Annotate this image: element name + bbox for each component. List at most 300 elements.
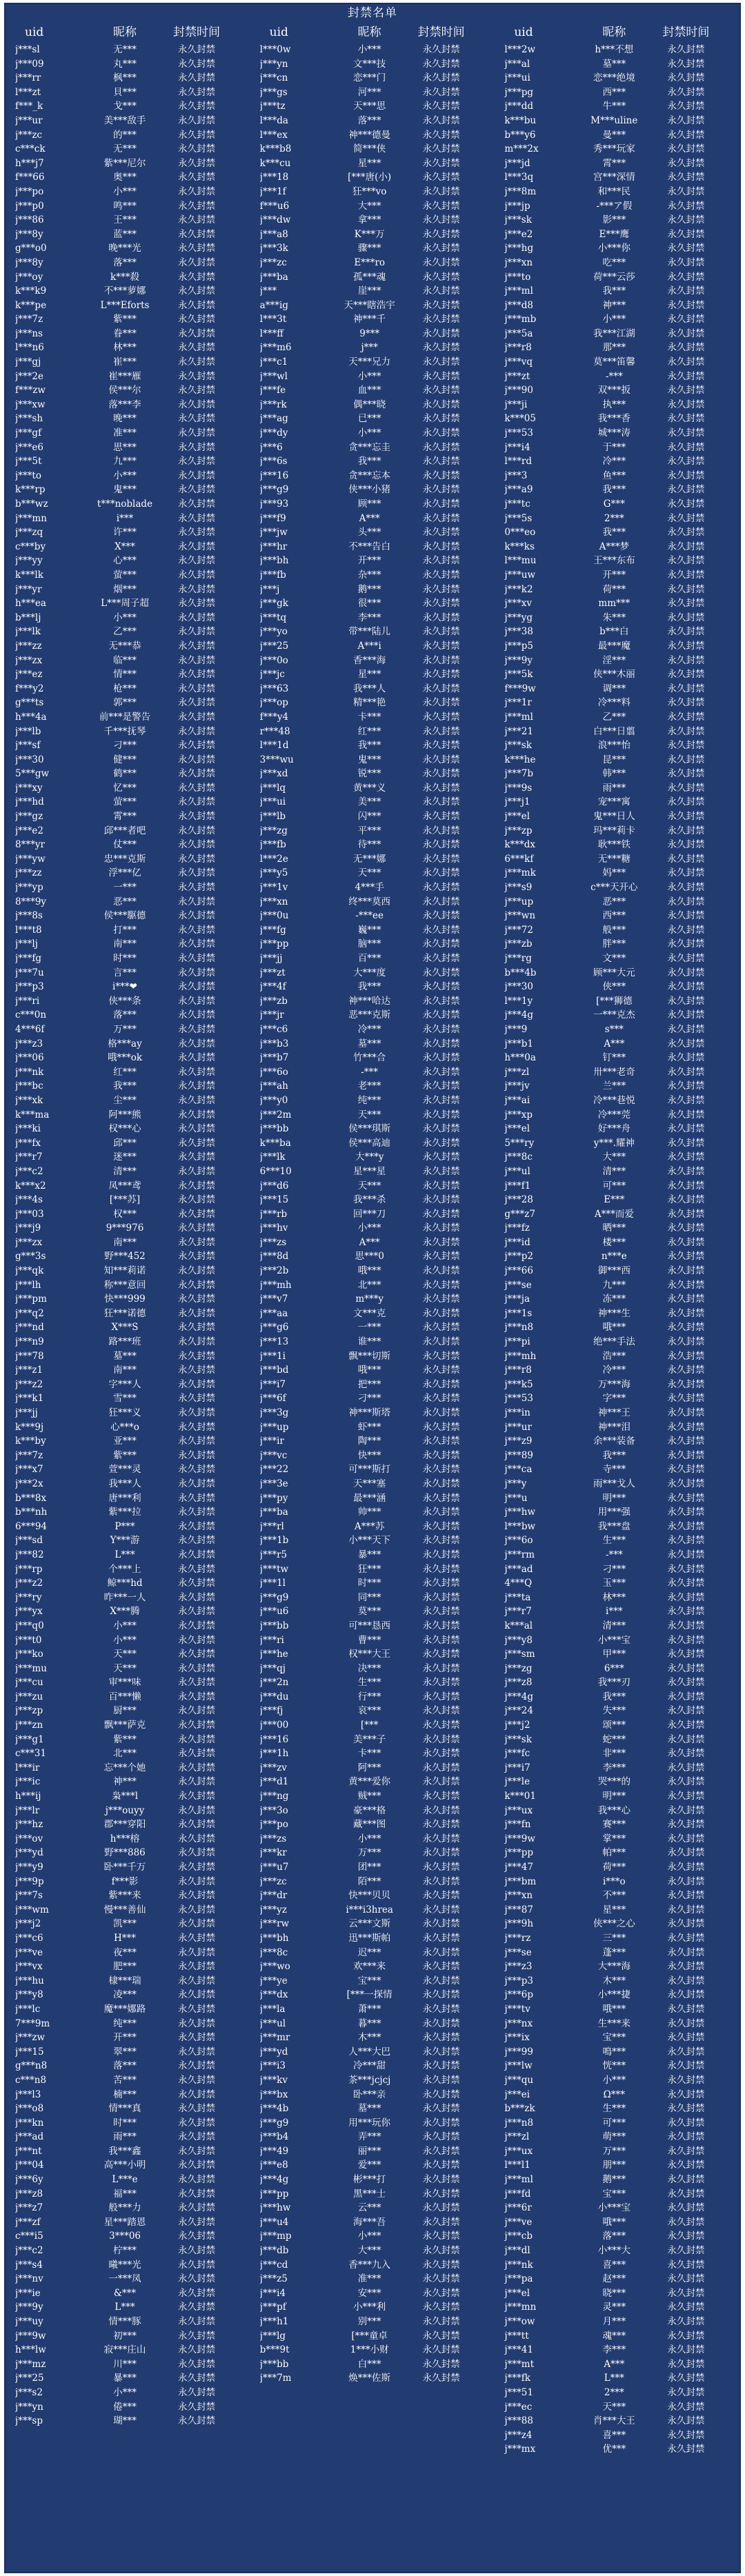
uid-cell: j***rg xyxy=(504,953,532,964)
ban-time-cell: 永久封禁 xyxy=(422,654,460,666)
ban-time-cell: 永久封禁 xyxy=(422,2046,460,2057)
nickname-cell: K***万 xyxy=(354,228,385,240)
nickname-cell: h***不想 xyxy=(595,44,634,55)
ban-time-cell: 永久封禁 xyxy=(178,2316,215,2327)
nickname-cell: j***ouyy xyxy=(105,1804,145,1816)
ban-list-row xyxy=(260,1860,495,1875)
ban-list-row xyxy=(504,923,739,938)
uid-cell: j***ic xyxy=(15,1776,41,1788)
ban-time-cell: 永久封禁 xyxy=(422,2131,460,2143)
ban-list-row xyxy=(504,824,739,838)
ban-list-row xyxy=(260,1562,495,1577)
ban-time-cell: 永久封禁 xyxy=(667,938,705,950)
uid-cell: j***fg xyxy=(15,953,42,964)
ban-list-row xyxy=(15,1406,250,1420)
uid-cell: j***nk xyxy=(15,1066,44,1078)
ban-list-row xyxy=(260,1491,495,1506)
ban-list-row xyxy=(260,1363,495,1378)
uid-cell: j***8s xyxy=(15,910,43,922)
uid-cell: j***30 xyxy=(504,981,533,993)
ban-list-row xyxy=(260,1889,495,1903)
ban-time-cell: 永久封禁 xyxy=(178,1052,215,1064)
ban-list-row xyxy=(504,2400,739,2415)
ban-list-row xyxy=(15,1548,250,1562)
ban-time-cell: 永久封禁 xyxy=(178,1733,215,1745)
ban-time-cell: 永久封禁 xyxy=(178,938,215,950)
ban-time-cell: 永久封禁 xyxy=(178,1251,215,1262)
ban-time-cell: 永久封禁 xyxy=(667,2358,705,2370)
uid-cell: j***xn xyxy=(504,1890,533,1902)
ban-list-row xyxy=(260,228,495,242)
uid-cell: j***ki xyxy=(15,1123,41,1135)
nickname-cell: 小*** xyxy=(113,612,137,623)
ban-time-cell: 永久封禁 xyxy=(178,285,215,297)
ban-time-cell: 永久封禁 xyxy=(667,1038,705,1049)
uid-cell: j***i7 xyxy=(504,1762,530,1773)
uid-cell: j***zq xyxy=(15,527,43,539)
nickname-cell: 决*** xyxy=(357,1662,381,1674)
uid-cell: j***b1 xyxy=(504,1038,533,1049)
ban-list-row xyxy=(260,1633,495,1648)
uid-cell: 4***6f xyxy=(15,1023,45,1035)
ban-list-column-3 xyxy=(495,43,739,2457)
ban-time-cell: 永久封禁 xyxy=(178,314,215,325)
uid-cell: j***8y xyxy=(15,228,43,240)
uid-cell: b***y6 xyxy=(504,129,536,141)
ban-time-cell: 永久封禁 xyxy=(422,2273,460,2285)
ban-list-row xyxy=(504,895,739,909)
nickname-cell: 我*** xyxy=(602,484,626,496)
ban-list-row xyxy=(15,1676,250,1690)
nickname-cell: 非*** xyxy=(602,1748,626,1760)
uid-cell: j***93 xyxy=(259,499,289,510)
ban-list-row xyxy=(504,1179,739,1194)
nickname-cell: 丸*** xyxy=(113,58,137,70)
ban-time-cell: 永久封禁 xyxy=(422,1961,460,1973)
nickname-cell: 平*** xyxy=(357,825,381,836)
uid-cell: j***hg xyxy=(504,243,534,254)
uid-cell: j***8c xyxy=(259,1946,288,1958)
ban-time-cell: 永久封禁 xyxy=(178,484,215,496)
ban-time-cell: 永久封禁 xyxy=(178,143,215,155)
ban-list-row xyxy=(15,838,250,852)
ban-time-cell: 永久封禁 xyxy=(667,1847,705,1859)
ban-time-cell: 永久封禁 xyxy=(422,839,460,851)
ban-time-cell: 永久封禁 xyxy=(667,981,705,993)
ban-time-cell: 永久封禁 xyxy=(178,1918,215,1930)
nickname-cell: 天*** xyxy=(113,1649,137,1660)
uid-cell: c***i5 xyxy=(15,2231,43,2242)
ban-time-cell: 永久封禁 xyxy=(422,981,460,993)
nickname-cell: L***Eforts xyxy=(100,299,150,311)
ban-time-cell: 永久封禁 xyxy=(178,1705,215,1717)
ban-list-row xyxy=(260,185,495,199)
nickname-cell: 紫*** xyxy=(113,1733,137,1745)
uid-cell: k***by xyxy=(15,1436,46,1447)
ban-time-cell: 永久封禁 xyxy=(667,228,705,240)
ban-list-row xyxy=(15,497,250,512)
uid-cell: j***rp xyxy=(15,1563,43,1575)
uid-cell: j***c1 xyxy=(259,356,288,368)
ban-time-cell: 永久封禁 xyxy=(667,1407,705,1418)
ban-list-row xyxy=(504,213,739,228)
ban-time-cell: 永久封禁 xyxy=(667,1307,705,1319)
uid-cell: j***u4 xyxy=(259,2216,289,2228)
uid-cell: j***4g xyxy=(504,1691,533,1702)
nickname-cell: [***唐(小) xyxy=(348,172,392,183)
ban-list-row xyxy=(260,2144,495,2159)
nickname-cell: 小***大 xyxy=(597,2245,630,2257)
ban-time-cell: 永久封禁 xyxy=(667,1549,705,1560)
uid-cell: j***jv xyxy=(504,1080,530,1092)
ban-time-cell: 永久封禁 xyxy=(178,2103,215,2115)
uid-cell: j***k5 xyxy=(504,1378,533,1390)
nickname-cell: 侯***高迪 xyxy=(348,1137,391,1149)
nickname-cell: 百*** xyxy=(357,953,381,964)
ban-list-row xyxy=(504,1391,739,1406)
ban-time-cell: 永久封禁 xyxy=(667,1662,705,1674)
nickname-cell: 林*** xyxy=(602,1591,626,1603)
ban-time-cell: 永久封禁 xyxy=(422,1634,460,1646)
ban-time-cell: 永久封禁 xyxy=(178,512,215,524)
uid-cell: j***zu xyxy=(15,1691,43,1702)
ban-time-cell: 永久封禁 xyxy=(422,527,460,539)
nickname-cell: 调*** xyxy=(602,683,626,694)
ban-list-row xyxy=(15,525,250,540)
nickname-cell: 贪***忘本 xyxy=(348,470,391,481)
nickname-cell: 小*** xyxy=(357,427,381,439)
ban-time-cell: 永久封禁 xyxy=(422,2074,460,2086)
nickname-cell: 宝*** xyxy=(357,1975,381,1986)
ban-time-cell: 永久封禁 xyxy=(178,44,215,55)
ban-time-cell: 永久封禁 xyxy=(422,271,460,283)
uid-cell: j***bh xyxy=(259,1932,289,1944)
uid-cell: j***hz xyxy=(15,1819,43,1831)
ban-time-cell: 永久封禁 xyxy=(667,754,705,765)
ban-time-cell: 永久封禁 xyxy=(178,1436,215,1447)
ban-list-row xyxy=(504,554,739,568)
ban-time-cell: 永久封禁 xyxy=(178,2273,215,2285)
nickname-cell: 恍*** xyxy=(602,2060,626,2072)
uid-cell: j***up xyxy=(259,1421,289,1433)
uid-cell: j***9s xyxy=(504,782,533,794)
uid-cell: j***kv xyxy=(259,2074,288,2086)
nickname-cell: 侯***駆德 xyxy=(103,910,146,922)
ban-list-row xyxy=(15,710,250,725)
ban-list-row xyxy=(504,937,739,952)
uid-cell: j***fb xyxy=(259,839,286,851)
uid-cell: b***4b xyxy=(504,967,537,978)
uid-cell: j***hd xyxy=(15,796,44,808)
ban-list-row xyxy=(15,895,250,909)
ban-time-cell: 永久封禁 xyxy=(667,2117,705,2129)
nickname-cell: 刁*** xyxy=(602,1563,626,1575)
uid-cell: j***z9 xyxy=(504,1436,533,1447)
nickname-cell: 我***杀 xyxy=(353,1194,386,1206)
uid-cell: j***87 xyxy=(504,1904,533,1915)
ban-time-cell: 永久封禁 xyxy=(422,569,460,581)
uid-cell: b***zk xyxy=(504,2103,535,2115)
uid-cell: j***c2 xyxy=(15,1165,43,1177)
ban-list-row xyxy=(15,1818,250,1832)
ban-list-row xyxy=(260,383,495,398)
uid-cell: j***ml xyxy=(504,285,533,297)
ban-list-row xyxy=(260,1846,495,1860)
uid-cell: j***sh xyxy=(15,413,43,425)
ban-list-row xyxy=(260,2329,495,2344)
nickname-cell: 恶*** xyxy=(602,896,626,907)
ban-time-cell: 永久封禁 xyxy=(667,1464,705,1476)
nickname-cell: 香***九入 xyxy=(348,2259,391,2271)
nickname-cell: 纯*** xyxy=(113,2017,137,2029)
nickname-cell: 9***976 xyxy=(106,1222,144,1234)
ban-time-cell: 永久封禁 xyxy=(178,499,215,510)
nickname-cell: 脑*** xyxy=(357,938,381,950)
ban-time-cell: 永久封禁 xyxy=(178,1194,215,1206)
nickname-cell: 喜*** xyxy=(602,2429,626,2441)
nickname-cell: 戈*** xyxy=(113,101,137,112)
ban-time-cell: 永久封禁 xyxy=(667,882,705,894)
ban-time-cell: 永久封禁 xyxy=(178,1620,215,1631)
ban-list-row xyxy=(504,809,739,824)
uid-cell: j***zs xyxy=(259,1833,287,1844)
uid-cell: j***4f xyxy=(259,981,286,993)
nickname-cell: 寂***庄山 xyxy=(103,2344,146,2356)
ban-time-cell: 永久封禁 xyxy=(667,896,705,907)
ban-time-cell: 永久封禁 xyxy=(667,1862,705,1873)
nickname-cell: A*** xyxy=(604,1038,625,1049)
ban-time-cell: 永久封禁 xyxy=(667,725,705,737)
ban-time-cell: 永久封禁 xyxy=(178,1591,215,1603)
ban-time-cell: 永久封禁 xyxy=(422,1507,460,1518)
ban-time-cell: 永久封禁 xyxy=(178,1634,215,1646)
nickname-cell: 星***踏恩 xyxy=(103,2216,146,2228)
ban-list-row xyxy=(260,1690,495,1704)
uid-cell: j***jc xyxy=(259,669,285,681)
ban-time-cell: 永久封禁 xyxy=(667,256,705,268)
nickname-cell: 星*** xyxy=(357,669,381,681)
nickname-cell: 钉*** xyxy=(602,1052,626,1064)
ban-list-row xyxy=(504,1604,739,1619)
nickname-cell: 狂***vo xyxy=(352,185,387,197)
nickname-cell: 卧***千万 xyxy=(103,1862,146,1873)
ban-list-row xyxy=(504,1505,739,1520)
nickname-cell: &*** xyxy=(113,2287,137,2299)
nickname-cell: 闪*** xyxy=(357,811,381,823)
ban-list-row xyxy=(504,753,739,767)
uid-cell: j***hv xyxy=(259,1222,288,1234)
nickname-cell: 曹*** xyxy=(357,1634,381,1646)
nickname-cell: 凤***鸢 xyxy=(108,1180,141,1191)
ban-time-cell: 永久封禁 xyxy=(422,1151,460,1163)
uid-cell: j***dl xyxy=(504,2245,530,2257)
nickname-cell: 时*** xyxy=(113,2117,137,2129)
nickname-cell: 爱*** xyxy=(357,2160,381,2171)
ban-time-cell: 永久封禁 xyxy=(667,1052,705,1064)
nickname-cell: 帅*** xyxy=(357,1507,381,1518)
nickname-cell: 城***涛 xyxy=(597,427,630,439)
uid-cell: j***1s xyxy=(504,1307,533,1319)
nickname-cell: 我***人 xyxy=(108,1478,141,1489)
ban-time-cell: 永久封禁 xyxy=(178,1279,215,1291)
ban-list-row xyxy=(260,43,495,57)
ban-list-row xyxy=(15,1108,250,1123)
ban-list-row xyxy=(15,1619,250,1633)
ban-time-cell: 永久封禁 xyxy=(422,1322,460,1334)
ban-list-row xyxy=(260,966,495,980)
ban-list-row xyxy=(260,2088,495,2102)
uid-cell: j***wm xyxy=(15,1904,49,1915)
ban-list-row xyxy=(15,1065,250,1080)
nickname-cell: 时*** xyxy=(357,1578,381,1589)
ban-time-cell: 永久封禁 xyxy=(422,2160,460,2171)
nickname-cell: 文***技 xyxy=(353,58,386,70)
uid-cell: k***b8 xyxy=(259,143,292,155)
nickname-cell: A*** xyxy=(604,2358,625,2370)
ban-list-row xyxy=(15,611,250,625)
ban-time-cell: 永久封禁 xyxy=(667,2046,705,2057)
nickname-cell: 云*** xyxy=(357,2202,381,2214)
ban-time-cell: 永久封禁 xyxy=(667,2444,705,2455)
ban-time-cell: 永久封禁 xyxy=(422,285,460,297)
nickname-cell: 荷*** xyxy=(602,1862,626,1873)
ban-time-cell: 永久封禁 xyxy=(667,583,705,595)
ban-time-cell: 永久封禁 xyxy=(178,796,215,808)
nickname-cell: 同*** xyxy=(357,1591,381,1603)
uid-cell: j***z5 xyxy=(259,2273,288,2285)
nickname-cell: -*** xyxy=(605,1549,623,1560)
nickname-cell: M***uline xyxy=(590,114,638,126)
nickname-cell: 鱼*** xyxy=(602,470,626,481)
nickname-cell: 神***泪 xyxy=(597,1421,630,1433)
nickname-cell: 冷*** xyxy=(357,1023,381,1035)
uid-cell: j***fd xyxy=(504,2188,531,2200)
uid-cell: j***xn xyxy=(259,896,288,907)
ban-list-row xyxy=(260,767,495,781)
nickname-cell: 无*** xyxy=(113,44,137,55)
uid-cell: j***se xyxy=(504,1279,532,1291)
uid-cell: j***c6 xyxy=(15,1932,43,1944)
ban-time-cell: 永久封禁 xyxy=(422,1904,460,1915)
ban-time-cell: 永久封禁 xyxy=(667,114,705,126)
nickname-cell: 开*** xyxy=(357,555,381,567)
uid-cell: j***c6 xyxy=(259,1023,288,1035)
ban-list-row xyxy=(15,2144,250,2159)
ban-list-row xyxy=(504,71,739,85)
ban-list-row xyxy=(260,1619,495,1633)
ban-list-row xyxy=(15,2300,250,2315)
ban-list-row xyxy=(504,1320,739,1335)
nickname-cell: 万*** xyxy=(357,1847,381,1859)
ban-list-row xyxy=(15,2315,250,2329)
ban-time-cell: 永久封禁 xyxy=(667,569,705,581)
ban-list-row xyxy=(504,525,739,540)
uid-cell: j***mp xyxy=(259,2231,292,2242)
nickname-cell: 我*** xyxy=(357,981,381,993)
uid-cell: j***1r xyxy=(504,697,532,709)
ban-list-row xyxy=(15,341,250,355)
uid-cell: 8***yr xyxy=(15,839,45,851)
uid-cell: j***i4 xyxy=(259,2287,286,2299)
nickname-cell: L*** xyxy=(115,2302,135,2313)
ban-list-row xyxy=(260,2215,495,2230)
uid-cell: k***05 xyxy=(504,413,536,425)
ban-list-row xyxy=(15,2371,250,2386)
nickname-cell: A*** xyxy=(359,1236,380,1248)
uid-cell: j***zf xyxy=(15,2216,41,2228)
uid-cell: j***zc xyxy=(259,256,287,268)
ban-list-row xyxy=(260,454,495,469)
ban-time-cell: 永久封禁 xyxy=(178,1038,215,1049)
ban-list-row xyxy=(504,966,739,980)
ban-list-row xyxy=(15,1960,250,1974)
uid-cell: j***zb xyxy=(259,995,288,1007)
ban-time-cell: 永久封禁 xyxy=(422,157,460,169)
ban-list-row xyxy=(260,71,495,85)
ban-list-row xyxy=(260,1647,495,1662)
ban-time-cell: 永久封禁 xyxy=(667,541,705,552)
uid-cell: j***y8 xyxy=(504,1634,533,1646)
ban-list-row xyxy=(260,1236,495,1250)
nickname-cell: X***S xyxy=(111,1322,139,1334)
header-ban-time: 封禁时间 xyxy=(173,26,220,39)
nickname-cell: 不***告白 xyxy=(348,541,391,552)
uid-cell: j***gz xyxy=(15,811,43,823)
uid-cell: j***tz xyxy=(259,101,286,112)
ban-list-row xyxy=(15,1704,250,1718)
nickname-cell: 天***瞎浩宇 xyxy=(344,299,395,311)
ban-list-row xyxy=(15,2002,250,2017)
ban-list-row xyxy=(15,952,250,966)
ban-time-cell: 永久封禁 xyxy=(178,1691,215,1702)
ban-time-cell: 永久封禁 xyxy=(667,2032,705,2044)
nickname-cell: 肥*** xyxy=(113,1961,137,1973)
ban-time-cell: 永久封禁 xyxy=(667,185,705,197)
uid-cell: j***cu xyxy=(15,1677,43,1689)
ban-list-row xyxy=(260,1974,495,1989)
nickname-cell: 带***陆儿 xyxy=(348,626,391,638)
ban-time-cell: 永久封禁 xyxy=(422,1989,460,2001)
uid-cell: j***ml xyxy=(504,2174,533,2186)
nickname-cell: 小*** xyxy=(357,44,381,55)
nickname-cell: 九*** xyxy=(602,1279,626,1291)
nickname-cell: 我*** xyxy=(602,1691,626,1702)
nickname-cell: 飘***切斯 xyxy=(348,1350,391,1362)
ban-list-row xyxy=(260,2315,495,2329)
nickname-cell: 拿*** xyxy=(357,214,381,226)
ban-list-row xyxy=(504,1576,739,1591)
uid-cell: j***ry xyxy=(15,1591,42,1603)
ban-list-row xyxy=(260,525,495,540)
nickname-cell: 审***味 xyxy=(108,1677,141,1689)
uid-cell: k***bu xyxy=(504,114,537,126)
ban-time-cell: 永久封禁 xyxy=(422,683,460,694)
nickname-cell: 4***手 xyxy=(355,882,384,894)
ban-list-row xyxy=(15,781,250,796)
ban-time-cell: 永久封禁 xyxy=(667,1890,705,1902)
ban-list-row xyxy=(504,1846,739,1860)
ban-time-cell: 永久封禁 xyxy=(667,1236,705,1248)
uid-cell: j***y xyxy=(504,1478,527,1489)
ban-time-cell: 永久封禁 xyxy=(422,782,460,794)
ban-list-row xyxy=(504,1832,739,1847)
uid-cell: j***j xyxy=(259,583,280,595)
uid-cell: j***pg xyxy=(504,86,534,98)
ban-time-cell: 永久封禁 xyxy=(422,924,460,936)
nickname-cell: 我***人 xyxy=(353,683,386,694)
uid-cell: j***to xyxy=(504,271,531,283)
ban-list-row xyxy=(504,2442,739,2457)
